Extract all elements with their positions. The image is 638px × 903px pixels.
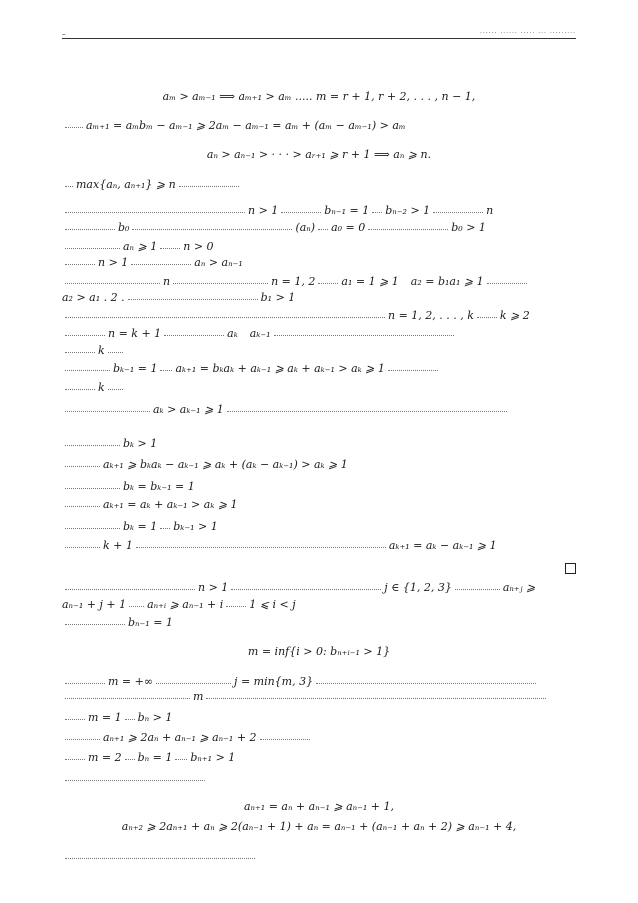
text-line-10: a₂ > a₁ . 2 . b₁ > 1	[62, 291, 296, 304]
text-line-21: bₖ = 1 bₖ₋₁ > 1	[62, 520, 218, 534]
text-line-7: aₙ ⩾ 1 n > 0	[62, 240, 214, 254]
text-line-6: b₀ (aₙ) a₀ = 0 b₀ > 1	[62, 221, 486, 235]
header-right: ······ ······ ····· ··· ·········	[480, 30, 576, 37]
formula-line-32: aₙ₊₁ = aₙ + aₙ₋₁ ⩾ aₙ₋₁ + 1,	[243, 800, 395, 813]
text-line-20: aₖ₊₁ = aₖ + aₖ₋₁ > aₖ ⩾ 1	[62, 498, 238, 512]
header-rule	[62, 38, 576, 39]
text-line-4: max{aₙ, aₙ₊₁} ⩾ n	[62, 178, 242, 192]
text-line-31: m = 2 bₙ = 1 bₙ₊₁ > 1	[62, 751, 235, 765]
text-line-22: k + 1 aₖ₊₁ = aₖ − aₖ₋₁ ⩾ 1	[62, 539, 497, 553]
text-line-34	[62, 850, 258, 864]
formula-line-33: aₙ₊₂ ⩾ 2aₙ₊₁ + aₙ ⩾ 2(aₙ₋₁ + 1) + aₙ = aₙ₋₁ + (aₙ₋₁ + aₙ + 2) ⩾ aₙ₋₁ + 4,	[121, 820, 517, 833]
formula-line-3: aₙ > aₙ₋₁ > · · · > aᵣ₊₁ ⩾ r + 1 ⟹ aₙ ⩾ n.	[206, 148, 432, 161]
formula-line-26: m = inf{i > 0: bₙ₊ᵢ₋₁ > 1}	[247, 645, 391, 658]
text-line-16: aₖ > aₖ₋₁ ⩾ 1	[62, 403, 510, 417]
text-line-19: bₖ = bₖ₋₁ = 1	[62, 480, 195, 494]
text-line-25: bₙ₋₁ = 1	[62, 616, 173, 630]
text-line-9: n n = 1, 2 a₁ = 1 ⩾ 1 a₂ = b₁a₁ ⩾ 1	[62, 275, 530, 289]
text-line-14: bₖ₋₁ = 1 aₖ₊₁ = bₖaₖ + aₖ₋₁ ⩾ aₖ + aₖ₋₁ > aₖ ⩾ 1	[62, 362, 441, 376]
text-line-24: aₙ₋₁ + j + 1 aₙ₊ᵢ ⩾ aₙ₋₁ + i 1 ⩽ i < j	[62, 598, 296, 611]
text-line-28: m	[62, 690, 549, 704]
header-left: –	[62, 30, 66, 38]
text-line-27: m = +∞ j = min{m, 3}	[62, 675, 539, 689]
text-line-11: n = 1, 2, . . . , k k ⩾ 2	[62, 309, 530, 323]
text-line-12: n = k + 1 aₖ aₖ₋₁	[62, 327, 457, 341]
text-line-23: n > 1 j ∈ {1, 2, 3} aₙ₊ⱼ ⩾	[62, 581, 535, 595]
formula-line-1: aₘ > aₘ₋₁ ⟹ aₘ₊₁ > aₘ ..... m = r + 1, r + 2, . . . , n − 1,	[162, 90, 476, 103]
text-line-31b	[62, 772, 208, 786]
text-line-17: bₖ > 1	[62, 437, 157, 451]
text-line-2: aₘ₊₁ = aₘbₘ − aₘ₋₁ ⩾ 2aₘ − aₘ₋₁ = aₘ + (aₘ − aₘ₋₁) > aₘ	[62, 119, 406, 133]
text-line-30: aₙ₊₁ ⩾ 2aₙ + aₙ₋₁ ⩾ aₙ₋₁ + 2	[62, 731, 313, 745]
text-line-29: m = 1 bₙ > 1	[62, 711, 172, 725]
text-line-18: aₖ₊₁ ⩾ bₖaₖ − aₖ₋₁ ⩾ aₖ + (aₖ − aₖ₋₁) > aₖ ⩾ 1	[62, 458, 348, 472]
text-line-15: k	[62, 381, 126, 395]
text-line-8: n > 1 aₙ > aₙ₋₁	[62, 256, 243, 270]
qed-square-icon	[565, 563, 576, 574]
text-line-5: n > 1 bₙ₋₁ = 1 bₙ₋₂ > 1 n	[62, 204, 493, 218]
text-line-13: k	[62, 344, 126, 358]
